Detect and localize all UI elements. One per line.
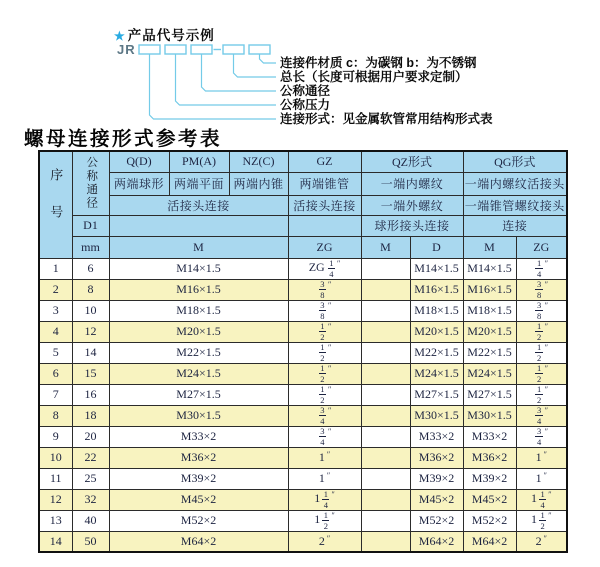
gz-zg-cell: 1 $\frac{1}{4}$ ″ [288,489,361,510]
form-ends-pma: 两端平面 [169,172,229,195]
qg-m-cell: M18×1.5 [463,300,516,321]
form-code-qd: Q(D) [109,151,169,172]
qg-m-cell: M45×2 [463,489,516,510]
m-thread-cell: M30×1.5 [109,405,288,426]
qz-d-cell: M33×2 [410,426,463,447]
table-row [39,363,567,384]
table-row [39,258,567,279]
code-label-length: 总长（长度可根据用户要求定制） [280,70,468,84]
form-ends-nzc: 两端内锥 [229,172,288,195]
dn-cell: 10 [72,300,109,321]
table-row [39,426,567,447]
qz-d-cell: M64×2 [410,531,463,552]
qg-zg-cell: $\frac{1}{2}$ ″ [516,342,567,363]
unit-m-span: M [109,236,288,258]
form-code-qz: QZ形式 [361,151,463,172]
taper-thread-joint-cell: 一端锥管螺纹接头 [463,195,567,215]
external-thread-cell: 一端外螺纹 [361,195,463,215]
qg-zg-cell: $\frac{1}{2}$ ″ [516,363,567,384]
row-number-cell: 9 [39,426,72,447]
gz-zg-cell: $\frac{3}{4}$ ″ [288,426,361,447]
qg-m-cell: M14×1.5 [463,258,516,279]
diagram-heading [114,24,215,44]
form-ends-qd: 两端球形 [109,172,169,195]
qg-m-cell: M64×2 [463,531,516,552]
table-row [39,468,567,489]
m-thread-cell: M27×1.5 [109,384,288,405]
m-thread-cell: M52×2 [109,510,288,531]
row-number-cell: 8 [39,405,72,426]
dn-cell: 16 [72,384,109,405]
nut-connection-table [38,150,568,553]
dn-header: 公称通径 [72,151,109,215]
unit-qz-d: D [410,236,463,258]
form-code-qg: QG形式 [463,151,567,172]
qz-m-cell [361,510,410,531]
m-thread-cell: M16×1.5 [109,279,288,300]
qz-m-cell [361,468,410,489]
table-row [39,384,567,405]
gz-zg-cell: $\frac{1}{2}$ ″ [288,321,361,342]
qg-zg-cell: 1 ″ [516,468,567,489]
row-number-cell: 1 [39,258,72,279]
qz-m-cell [361,447,410,468]
qz-m-cell [361,258,410,279]
unit-qg-zg: ZG [516,236,567,258]
qz-d-cell: M14×1.5 [410,258,463,279]
qz-d-cell: M36×2 [410,447,463,468]
qg-m-cell: M27×1.5 [463,384,516,405]
table-row [39,510,567,531]
dn-cell: 18 [72,405,109,426]
gz-zg-cell: $\frac{1}{2}$ ″ [288,363,361,384]
m-thread-cell: M14×1.5 [109,258,288,279]
form-ends-gz: 两端锥管 [288,172,361,195]
table-row [39,405,567,426]
qz-m-cell [361,300,410,321]
row-number-cell: 5 [39,342,72,363]
qz-d-cell: M20×1.5 [410,321,463,342]
empty-cell [109,215,288,236]
qg-zg-cell: $\frac{3}{4}$ ″ [516,405,567,426]
code-box-3 [191,45,212,54]
row-number-cell: 12 [39,489,72,510]
qg-m-cell: M20×1.5 [463,321,516,342]
empty-cell [288,215,361,236]
row-number-cell: 2 [39,279,72,300]
table-row [39,342,567,363]
serial-header: 序号 [39,151,72,258]
qg-m-cell: M52×2 [463,510,516,531]
qz-m-cell [361,342,410,363]
dn-cell: 25 [72,468,109,489]
qz-m-cell [361,363,410,384]
qg-m-cell: M22×1.5 [463,342,516,363]
qz-d-cell: M22×1.5 [410,342,463,363]
code-label-material: 连接件材质 c：为碳钢 b：为不锈钢 [280,56,477,70]
connector-line-2 [234,54,277,77]
qg-zg-cell: $\frac{1}{2}$ ″ [516,384,567,405]
qz-d-cell: M45×2 [410,489,463,510]
qg-zg-cell: $\frac{3}{4}$ ″ [516,426,567,447]
qg-zg-cell: $\frac{1}{2}$ ″ [516,321,567,342]
qg-zg-cell: 1 $\frac{1}{2}$ ″ [516,510,567,531]
table-row [39,489,567,510]
gz-zg-cell: $\frac{3}{4}$ ″ [288,405,361,426]
dn-cell: 6 [72,258,109,279]
code-box-4 [223,45,244,54]
qg-m-cell: M33×2 [463,426,516,447]
table-row [39,300,567,321]
dn-cell: 22 [72,447,109,468]
qg-m-cell: M24×1.5 [463,363,516,384]
table-row [39,321,567,342]
unit-qz-m: M [361,236,410,258]
m-thread-cell: M39×2 [109,468,288,489]
qz-m-cell [361,531,410,552]
connection-cell: 连接 [463,215,567,236]
union-connection-cell: 活接头连接 [109,195,288,215]
table-row [39,447,567,468]
qg-zg-cell: $\frac{1}{4}$ ″ [516,258,567,279]
qg-m-cell: M36×2 [463,447,516,468]
form-ends-qg: 一端内螺纹活接头 [463,172,567,195]
row-number-cell: 11 [39,468,72,489]
star-icon: ★ [114,29,126,43]
m-thread-cell: M24×1.5 [109,363,288,384]
form-code-gz: GZ [288,151,361,172]
m-thread-cell: M33×2 [109,426,288,447]
dn-cell: 8 [72,279,109,300]
qz-d-cell: M16×1.5 [410,279,463,300]
dn-cell: 12 [72,321,109,342]
gz-zg-cell: $\frac{1}{2}$ ″ [288,384,361,405]
qz-d-cell: M52×2 [410,510,463,531]
union-connection-gz-cell: 活接头连接 [288,195,361,215]
m-thread-cell: M64×2 [109,531,288,552]
connector-line-1 [260,54,277,63]
row-number-cell: 10 [39,447,72,468]
qg-zg-cell: 1 $\frac{1}{4}$ ″ [516,489,567,510]
code-prefix: JR [117,42,136,57]
mm-label: mm [72,236,109,258]
gz-zg-cell: $\frac{3}{8}$ ″ [288,300,361,321]
connector-line-4 [176,54,277,105]
gz-zg-cell: 1 ″ [288,447,361,468]
qz-d-cell: M18×1.5 [410,300,463,321]
qz-d-cell: M24×1.5 [410,363,463,384]
qg-zg-cell: $\frac{3}{8}$ ″ [516,279,567,300]
dn-cell: 50 [72,531,109,552]
qz-m-cell [361,279,410,300]
qz-m-cell [361,489,410,510]
dn-cell: 15 [72,363,109,384]
code-label-connection: 连接形式：见金属软管常用结构形式表 [280,112,493,126]
m-thread-cell: M45×2 [109,489,288,510]
form-code-pma: PM(A) [169,151,229,172]
code-label-diameter: 公称通径 [280,84,331,98]
row-number-cell: 4 [39,321,72,342]
dn-cell: 32 [72,489,109,510]
qg-m-cell: M16×1.5 [463,279,516,300]
table-row [39,531,567,552]
dn-cell: 14 [72,342,109,363]
code-box-2 [165,45,186,54]
form-code-nzc: NZ(C) [229,151,288,172]
row-number-cell: 6 [39,363,72,384]
code-box-1 [139,45,160,54]
m-thread-cell: M18×1.5 [109,300,288,321]
qz-d-cell: M27×1.5 [410,384,463,405]
gz-zg-cell: $\frac{3}{8}$ ″ [288,279,361,300]
code-box-5 [249,45,270,54]
qz-m-cell [361,384,410,405]
row-number-cell: 13 [39,510,72,531]
row-number-cell: 7 [39,384,72,405]
row-number-cell: 3 [39,300,72,321]
qg-zg-cell: 1 ″ [516,447,567,468]
qg-zg-cell: 2 ″ [516,531,567,552]
gz-zg-cell: $\frac{1}{2}$ ″ [288,342,361,363]
m-thread-cell: M22×1.5 [109,342,288,363]
qz-m-cell [361,426,410,447]
qz-m-cell [361,405,410,426]
gz-zg-cell: ZG $\frac{1}{4}$ ″ [288,258,361,279]
m-thread-cell: M36×2 [109,447,288,468]
unit-gz-zg: ZG [288,236,361,258]
code-label-pressure: 公称压力 [280,98,331,112]
qz-d-cell: M30×1.5 [410,405,463,426]
row-number-cell: 14 [39,531,72,552]
qz-d-cell: M39×2 [410,468,463,489]
ball-joint-connection-cell: 球形接头连接 [361,215,463,236]
table-title: 螺母连接形式参考表 [24,129,223,150]
qg-m-cell: M30×1.5 [463,405,516,426]
dn-cell: 40 [72,510,109,531]
diagram-heading-text: 产品代号示例 [127,28,215,43]
dn-cell: 20 [72,426,109,447]
gz-zg-cell: 2 ″ [288,531,361,552]
table-row [39,279,567,300]
unit-qg-m: M [463,236,516,258]
qg-m-cell: M39×2 [463,468,516,489]
qz-m-cell [361,321,410,342]
table-body [39,258,567,552]
d1-label: D1 [72,215,109,236]
connector-line-3 [202,54,277,91]
form-ends-qz: 一端内螺纹 [361,172,463,195]
qg-zg-cell: $\frac{3}{8}$ ″ [516,300,567,321]
m-thread-cell: M20×1.5 [109,321,288,342]
gz-zg-cell: 1 $\frac{1}{2}$ ″ [288,510,361,531]
gz-zg-cell: 1 ″ [288,468,361,489]
connector-line-5 [150,54,277,119]
